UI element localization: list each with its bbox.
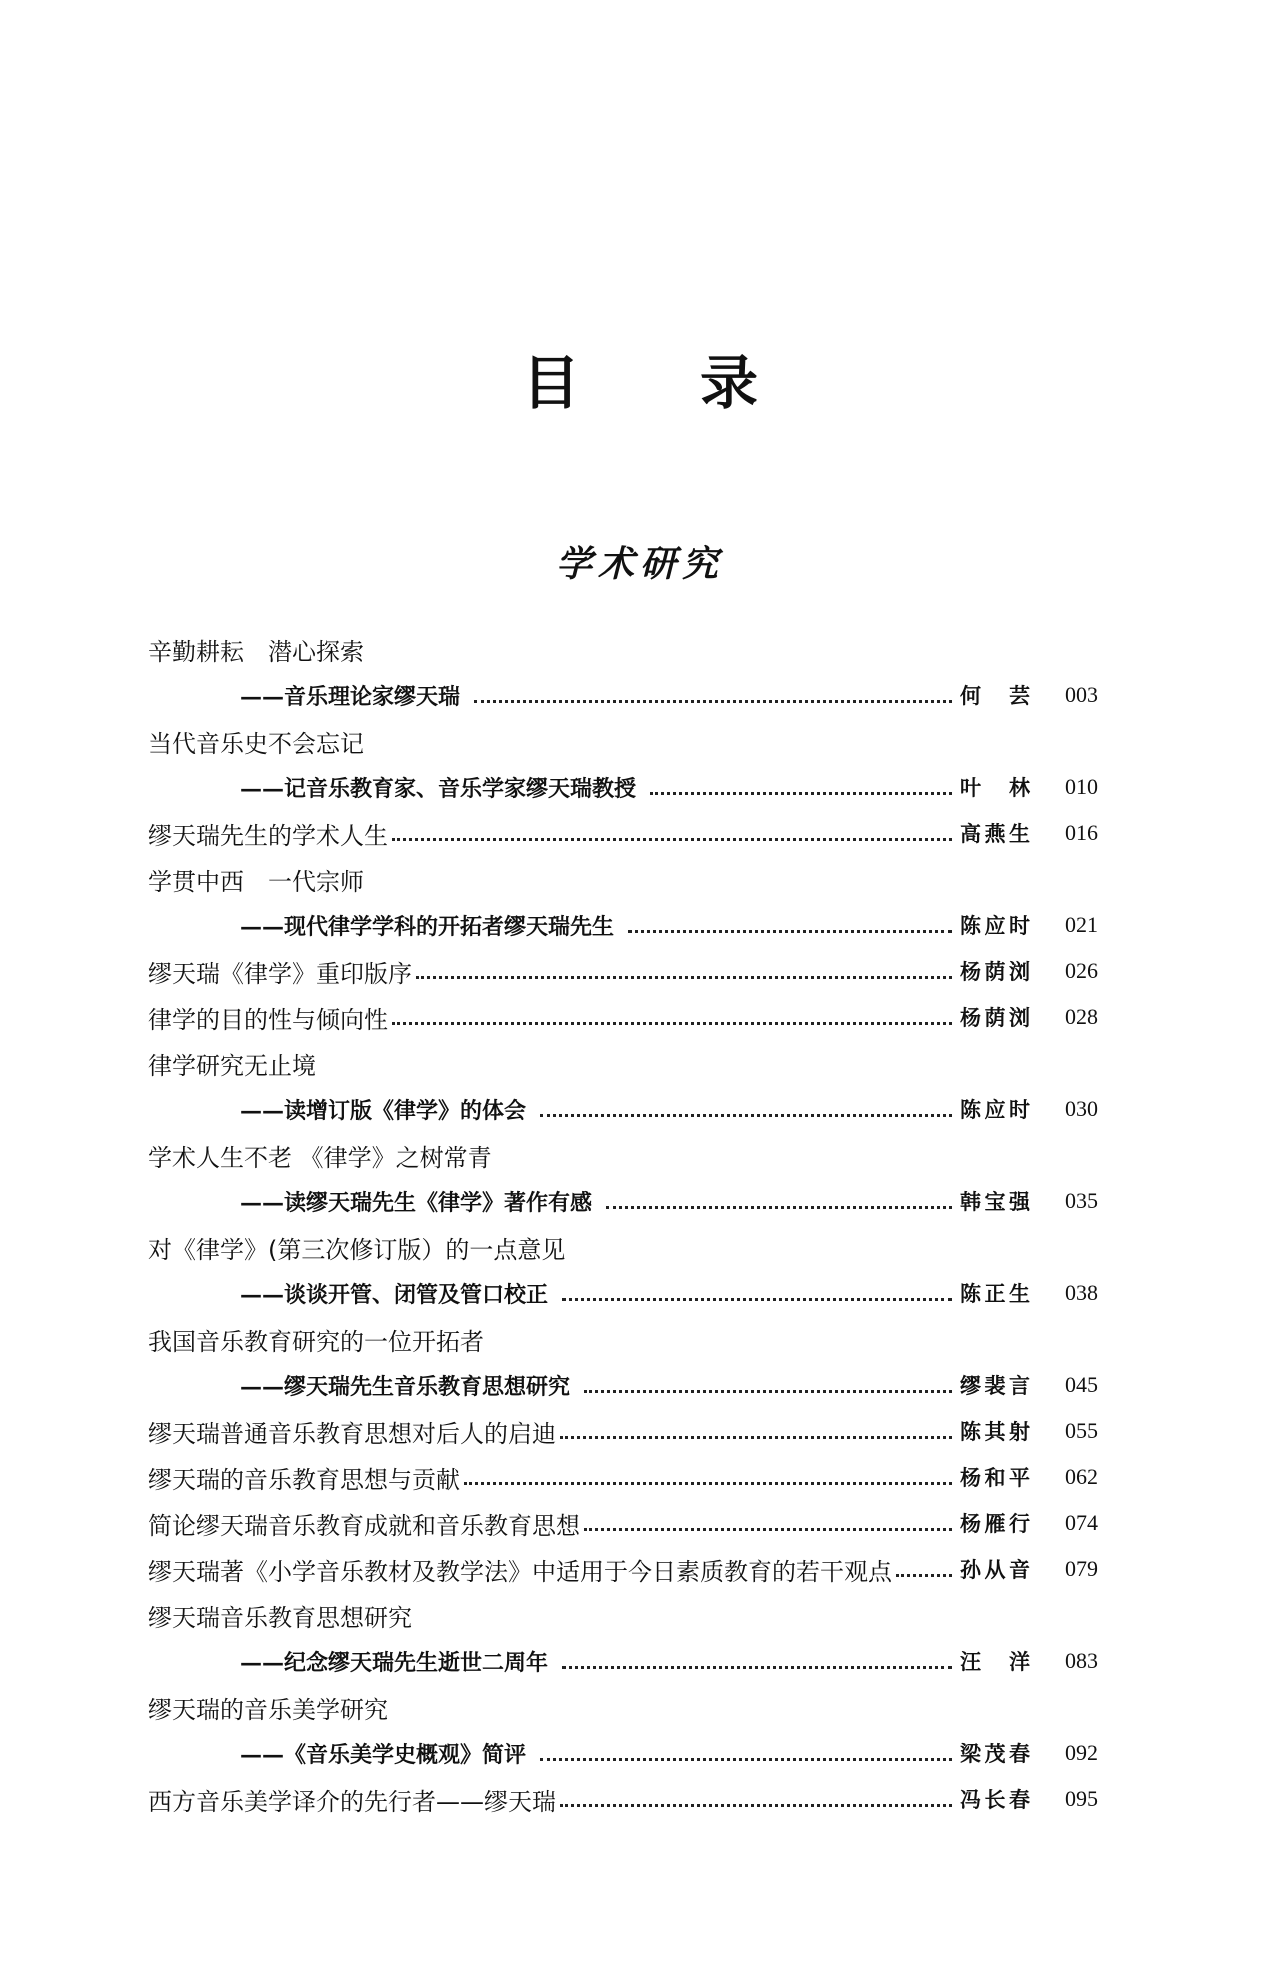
toc-entry-author: 孙从音 (960, 1557, 1030, 1582)
toc-entry-page-number: 035 (1065, 1188, 1098, 1213)
toc-entry-title-row[interactable] (148, 1224, 1098, 1270)
toc-entry-title: 律学研究无止境 (148, 1051, 316, 1080)
toc-entry-page-number: 095 (1065, 1786, 1098, 1811)
toc-entry-subtitle: ——谈谈开管、闭管及管口校正 (240, 1281, 549, 1308)
toc-entry-subtitle-row[interactable] (148, 764, 1098, 810)
toc-entry-page-number: 010 (1065, 774, 1098, 799)
dot-leader (584, 1528, 952, 1531)
toc-entry-subtitle: ——纪念缪天瑞先生逝世二周年 (240, 1649, 549, 1676)
toc-entry-subtitle: ——音乐理论家缪天瑞 (240, 683, 461, 710)
toc-entry-author: 陈其射 (960, 1419, 1030, 1444)
toc-entry-author: 陈应时 (960, 1097, 1030, 1122)
toc-entry-title: 我国音乐教育研究的一位开拓者 (148, 1327, 484, 1356)
toc-entry-page-number: 079 (1065, 1556, 1098, 1581)
toc-entry-author: 杨荫浏 (960, 1005, 1030, 1030)
table-of-contents (148, 626, 1098, 1822)
toc-entry-author: 高燕生 (960, 821, 1030, 846)
toc-entry-subtitle-row[interactable] (148, 1638, 1098, 1684)
toc-entry-title-row[interactable] (148, 856, 1098, 902)
toc-entry-title-row[interactable] (148, 1592, 1098, 1638)
toc-entry-title: 缪天瑞普通音乐教育思想对后人的启迪 (148, 1419, 556, 1448)
page-title-char-2: 录 (700, 349, 759, 417)
toc-entry-title-row[interactable] (148, 1408, 1098, 1454)
toc-entry-subtitle-row[interactable] (148, 1730, 1098, 1776)
toc-entry-subtitle: ——现代律学学科的开拓者缪天瑞先生 (240, 913, 615, 940)
toc-entry-title-row[interactable] (148, 626, 1098, 672)
toc-entry-author: 陈应时 (960, 913, 1030, 938)
toc-entry-title-row[interactable] (148, 1040, 1098, 1086)
toc-entry-title: 缪天瑞音乐教育思想研究 (148, 1603, 412, 1632)
toc-entry-author: 杨雁行 (960, 1511, 1030, 1536)
dot-leader (416, 976, 952, 979)
toc-entry-subtitle: ——读缪天瑞先生《律学》著作有感 (240, 1189, 593, 1216)
toc-entry-page-number: 026 (1065, 958, 1098, 983)
toc-entry-title-row[interactable] (148, 994, 1098, 1040)
toc-entry-author: 陈正生 (960, 1281, 1030, 1306)
toc-entry-author: 叶 林 (960, 775, 1030, 800)
toc-entry-page-number: 083 (1065, 1648, 1098, 1673)
page-title (0, 348, 1280, 418)
toc-entry-subtitle-row[interactable] (148, 672, 1098, 718)
toc-entry-page-number: 003 (1065, 682, 1098, 707)
toc-entry-title-row[interactable] (148, 1316, 1098, 1362)
toc-entry-title-row[interactable] (148, 948, 1098, 994)
toc-entry-subtitle-row[interactable] (148, 1270, 1098, 1316)
toc-entry-page-number: 028 (1065, 1004, 1098, 1029)
dot-leader (392, 1022, 952, 1025)
toc-entry-author: 杨荫浏 (960, 959, 1030, 984)
toc-entry-subtitle-row[interactable] (148, 1086, 1098, 1132)
toc-entry-subtitle: ——《音乐美学史概观》简评 (240, 1741, 527, 1768)
toc-entry-title: 律学的目的性与倾向性 (148, 1005, 388, 1034)
section-title: 学术研究 (555, 543, 724, 585)
toc-entry-title-row[interactable] (148, 810, 1098, 856)
toc-entry-title: 对《律学》(第三次修订版）的一点意见 (148, 1235, 566, 1264)
dot-leader (540, 1114, 952, 1117)
toc-entry-title-row[interactable] (148, 1132, 1098, 1178)
dot-leader (562, 1298, 952, 1301)
toc-entry-page-number: 092 (1065, 1740, 1098, 1765)
toc-entry-page-number: 016 (1065, 820, 1098, 845)
toc-entry-author: 何 芸 (960, 683, 1030, 708)
toc-entry-title: 缪天瑞《律学》重印版序 (148, 959, 412, 988)
toc-entry-title-row[interactable] (148, 1776, 1098, 1822)
toc-entry-subtitle-row[interactable] (148, 902, 1098, 948)
toc-entry-title-row[interactable] (148, 1684, 1098, 1730)
toc-entry-subtitle: ——读增订版《律学》的体会 (240, 1097, 527, 1124)
toc-entry-subtitle-row[interactable] (148, 1362, 1098, 1408)
toc-entry-title: 西方音乐美学译介的先行者——缪天瑞 (148, 1787, 556, 1816)
toc-entry-title: 学术人生不老 《律学》之树常青 (148, 1143, 492, 1172)
dot-leader (896, 1574, 952, 1577)
toc-entry-author: 梁茂春 (960, 1741, 1030, 1766)
toc-entry-page-number: 038 (1065, 1280, 1098, 1305)
toc-entry-author: 缪裴言 (960, 1373, 1030, 1398)
toc-entry-title: 缪天瑞先生的学术人生 (148, 821, 388, 850)
toc-entry-author: 汪 洋 (960, 1649, 1030, 1674)
toc-entry-subtitle: ——记音乐教育家、音乐学家缪天瑞教授 (240, 775, 637, 802)
dot-leader (606, 1206, 952, 1209)
toc-entry-title: 缪天瑞的音乐教育思想与贡献 (148, 1465, 460, 1494)
toc-entry-title-row[interactable] (148, 1546, 1098, 1592)
toc-entry-page-number: 021 (1065, 912, 1098, 937)
toc-entry-page-number: 074 (1065, 1510, 1098, 1535)
toc-entry-title-row[interactable] (148, 1500, 1098, 1546)
dot-leader (560, 1804, 952, 1807)
toc-entry-page-number: 055 (1065, 1418, 1098, 1443)
dot-leader (562, 1666, 952, 1669)
toc-entry-page-number: 062 (1065, 1464, 1098, 1489)
toc-entry-title: 学贯中西 一代宗师 (148, 867, 364, 896)
toc-entry-title-row[interactable] (148, 718, 1098, 764)
toc-entry-page-number: 030 (1065, 1096, 1098, 1121)
dot-leader (474, 700, 952, 703)
toc-entry-page-number: 045 (1065, 1372, 1098, 1397)
dot-leader (628, 930, 952, 933)
dot-leader (584, 1390, 952, 1393)
toc-entry-title: 缪天瑞的音乐美学研究 (148, 1695, 388, 1724)
toc-entry-author: 冯长春 (960, 1787, 1030, 1812)
toc-entry-subtitle: ——缪天瑞先生音乐教育思想研究 (240, 1373, 571, 1400)
toc-entry-title: 缪天瑞著《小学音乐教材及教学法》中适用于今日素质教育的若干观点 (148, 1557, 892, 1586)
toc-entry-author: 韩宝强 (960, 1189, 1030, 1214)
dot-leader (540, 1758, 952, 1761)
dot-leader (560, 1436, 952, 1439)
toc-entry-title: 简论缪天瑞音乐教育成就和音乐教育思想 (148, 1511, 580, 1540)
toc-entry-title-row[interactable] (148, 1454, 1098, 1500)
toc-entry-subtitle-row[interactable] (148, 1178, 1098, 1224)
toc-entry-title: 当代音乐史不会忘记 (148, 729, 364, 758)
toc-entry-title: 辛勤耕耘 潜心探索 (148, 637, 364, 666)
dot-leader (392, 838, 952, 841)
dot-leader (464, 1482, 952, 1485)
toc-entry-author: 杨和平 (960, 1465, 1030, 1490)
dot-leader (650, 792, 952, 795)
page-title-char-1: 目 (521, 349, 580, 417)
